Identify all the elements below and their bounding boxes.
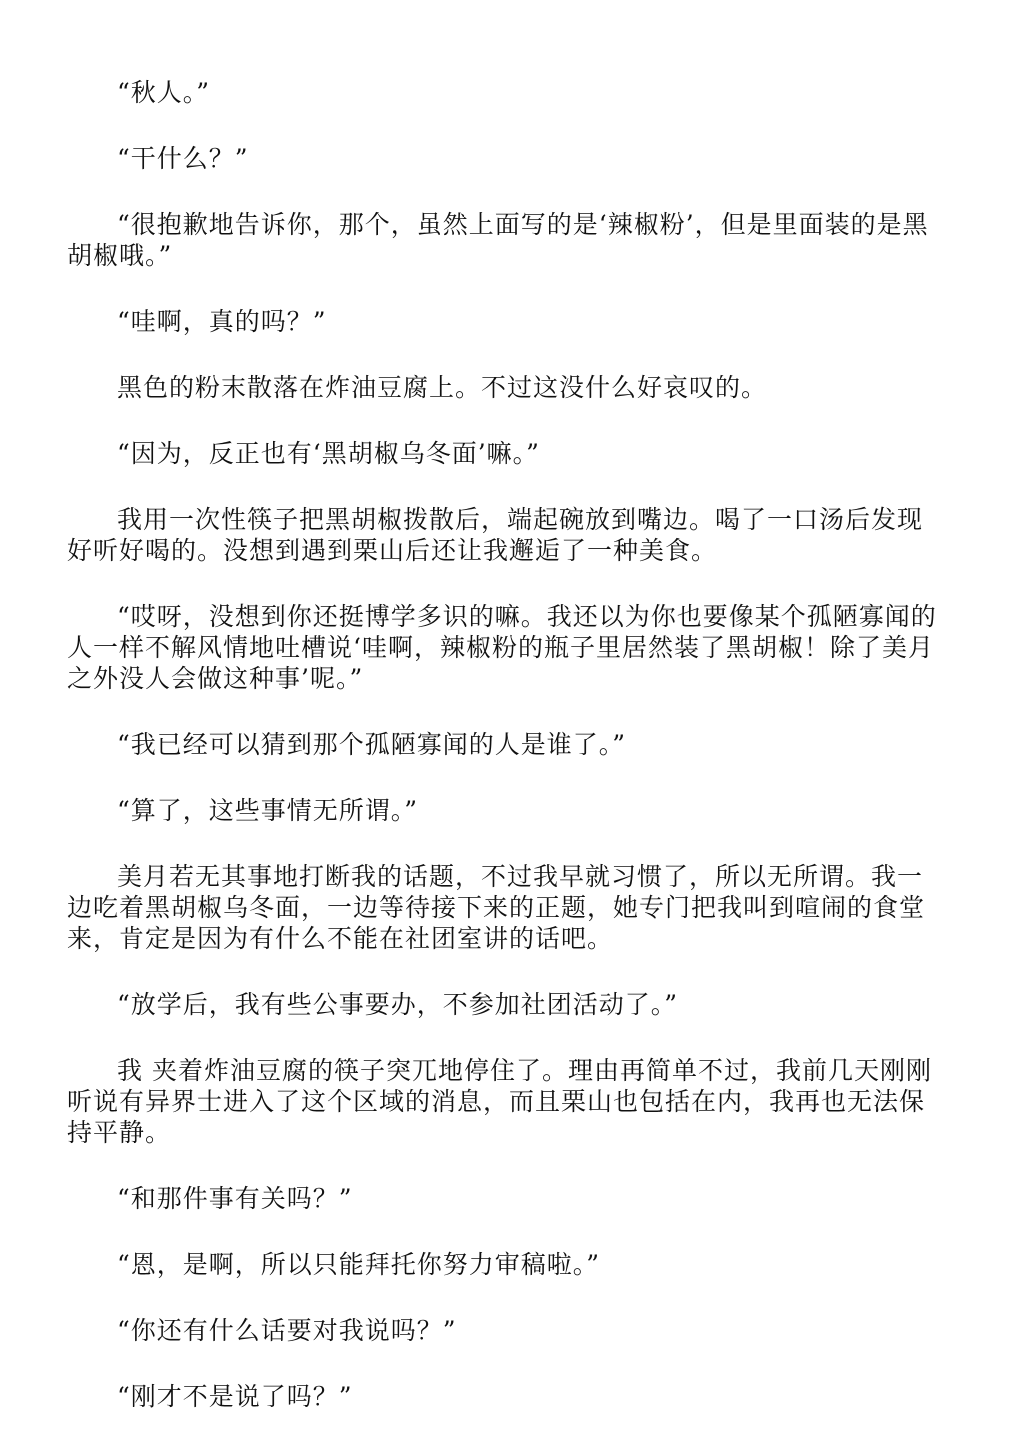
- paragraph: “秋人。”: [117, 78, 211, 107]
- paragraph: “我已经可以猜到那个孤陋寡闻的人是谁了。”: [117, 730, 627, 759]
- paragraph: “哎呀，没想到你还挺博学多识的嘛。我还以为你也要像某个孤陋寡闻的人一样不解风情地吐槽说‘哇啊，辣椒粉的瓶子里居然装了黑胡椒！除了美月之外没人会做这种事’呢。”: [67, 602, 937, 693]
- paragraph: “很抱歉地告诉你，那个，虽然上面写的是‘辣椒粉’，但是里面装的是黑胡椒哦。”: [67, 210, 929, 270]
- paragraph: “恩，是啊，所以只能拜托你努力审稿啦。”: [117, 1250, 601, 1279]
- paragraph: “因为，反正也有‘黑胡椒乌冬面’嘛。”: [117, 439, 540, 468]
- paragraph: “你还有什么话要对我说吗？”: [117, 1316, 457, 1345]
- paragraph: 美月若无其事地打断我的话题，不过我早就习惯了，所以无所谓。我一边吃着黑胡椒乌冬面，一边等待接下来的正题，她专门把我叫到喧闹的食堂来，肯定是因为有什么不能在社团室讲的话吧。: [67, 862, 926, 953]
- paragraph: “算了，这些事情无所谓。”: [117, 796, 419, 825]
- body-text: [67, 77, 945, 1447]
- paragraph: “刚才不是说了吗？”: [117, 1382, 353, 1411]
- paragraph: “哇啊，真的吗？”: [117, 307, 327, 336]
- paragraph: “和那件事有关吗？”: [117, 1184, 353, 1213]
- paragraph: “干什么？”: [117, 144, 249, 173]
- paragraph: 我用一次性筷子把黑胡椒拨散后，端起碗放到嘴边。喝了一口汤后发现好听好喝的。没想到遇到栗山后还让我邂逅了一种美食。: [67, 505, 924, 565]
- paragraph: 我 夹着炸油豆腐的筷子突兀地停住了。理由再简单不过，我前几天刚刚听说有异界士进入了这个区域的消息，而且栗山也包括在内，我再也无法保持平静。: [67, 1056, 932, 1147]
- paragraph: 黑色的粉末散落在炸油豆腐上。不过这没什么好哀叹的。: [117, 373, 768, 402]
- paragraph: “放学后，我有些公事要办，不参加社团活动了。”: [117, 990, 679, 1019]
